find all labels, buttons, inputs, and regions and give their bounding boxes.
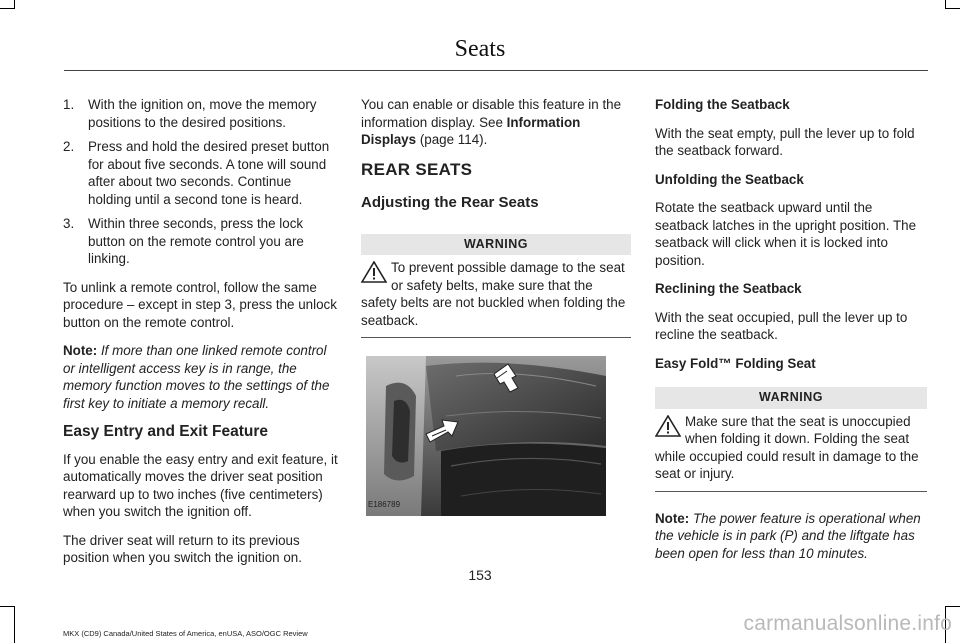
- warning-box: [361, 259, 631, 329]
- section-heading: REAR SEATS: [361, 159, 473, 179]
- rear-seat-figure: [366, 356, 606, 516]
- subsection-heading: Adjusting the Rear Seats: [361, 194, 539, 211]
- warning-box: [655, 413, 927, 483]
- section-heading: Easy Entry and Exit Feature: [63, 423, 269, 440]
- crop-mark: [14, 0, 15, 9]
- note-paragraph: Note: The power feature is operational when the vehicle is in park (P) and the liftgate has been open for less than 10 minutes.: [655, 510, 921, 561]
- recline-paragraph: With the seat occupied, pull the lever up to recline the seatback.: [655, 309, 908, 342]
- crop-mark: [946, 8, 960, 9]
- fold-heading: Folding the Seatback: [655, 97, 790, 112]
- warning-rule: [361, 337, 631, 338]
- warning-text: To prevent possible damage to the seat or safety belts, make sure that the safety belts are not buckled when folding the seatback.: [361, 260, 626, 328]
- list-item: 1. With the ignition on, move the memory positions to the desired positions.: [63, 97, 317, 130]
- page-number: 153: [468, 567, 492, 583]
- warning-rule: [655, 491, 927, 492]
- column-left: [63, 96, 338, 578]
- crop-mark: [0, 8, 14, 9]
- crop-mark: [14, 606, 15, 643]
- footer-text: MKX (CD9) Canada/United States of America, enUSA, ASO/OGC Review: [63, 629, 308, 638]
- column-right: [655, 96, 927, 573]
- recline-heading: Reclining the Seatback: [655, 281, 802, 296]
- intro-paragraph: You can enable or disable this feature in the information display. See Information Displays (page 114).: [361, 97, 622, 147]
- watermark: carmanualsonline.info: [743, 612, 952, 635]
- warning-banner: WARNING: [361, 234, 631, 256]
- easyfold-heading: Easy Fold™ Folding Seat: [655, 355, 816, 371]
- crop-mark: [0, 606, 14, 607]
- crop-mark: [945, 0, 946, 9]
- warning-text: Make sure that the seat is unoccupied when folding it down. Folding the seat while occupied could result in damage to the seat or injury.: [655, 413, 919, 481]
- warning-banner: WARNING: [655, 387, 927, 409]
- warning-triangle-icon: [655, 415, 681, 437]
- unfold-paragraph: Rotate the seatback upward until the seatback latches in the upright position. The seatback will click when it is locked into position.: [655, 200, 917, 268]
- unfold-heading: Unfolding the Seatback: [655, 171, 804, 187]
- crop-mark: [946, 606, 960, 607]
- warning-triangle-icon: [361, 261, 387, 283]
- list-item: 3. Within three seconds, press the lock button on the remote control you are linking.: [63, 216, 304, 266]
- unlink-paragraph: To unlink a remote control, follow the same procedure – except in step 3, press the unlock button on the remote control.: [63, 279, 337, 330]
- header-rule: [64, 70, 928, 71]
- rear-seat-illustration: [366, 356, 606, 516]
- steps-list: [63, 96, 338, 268]
- section-paragraph: If you enable the easy entry and exit feature, it automatically moves the driver seat position rearward up to two inches (five centimeters) when you switch the ignition off.: [63, 451, 338, 519]
- section-paragraph: The driver seat will return to its previous position when you switch the ignition on.: [63, 532, 302, 565]
- info-displays-link[interactable]: Information Displays: [361, 114, 581, 147]
- figure-code: E186789: [368, 499, 401, 509]
- note-paragraph: Note: If more than one linked remote control or intelligent access key is in range, the memory function moves to the settings of the first key to initiate a memory recall.: [63, 343, 330, 411]
- list-item: 2. Press and hold the desired preset button for about five seconds. A tone will sound after about two seconds. Continue holding until a second tone is heard.: [63, 139, 330, 207]
- page-title: Seats: [454, 36, 506, 62]
- fold-paragraph: With the seat empty, pull the lever up to fold the seatback forward.: [655, 125, 915, 158]
- column-middle: [361, 96, 631, 516]
